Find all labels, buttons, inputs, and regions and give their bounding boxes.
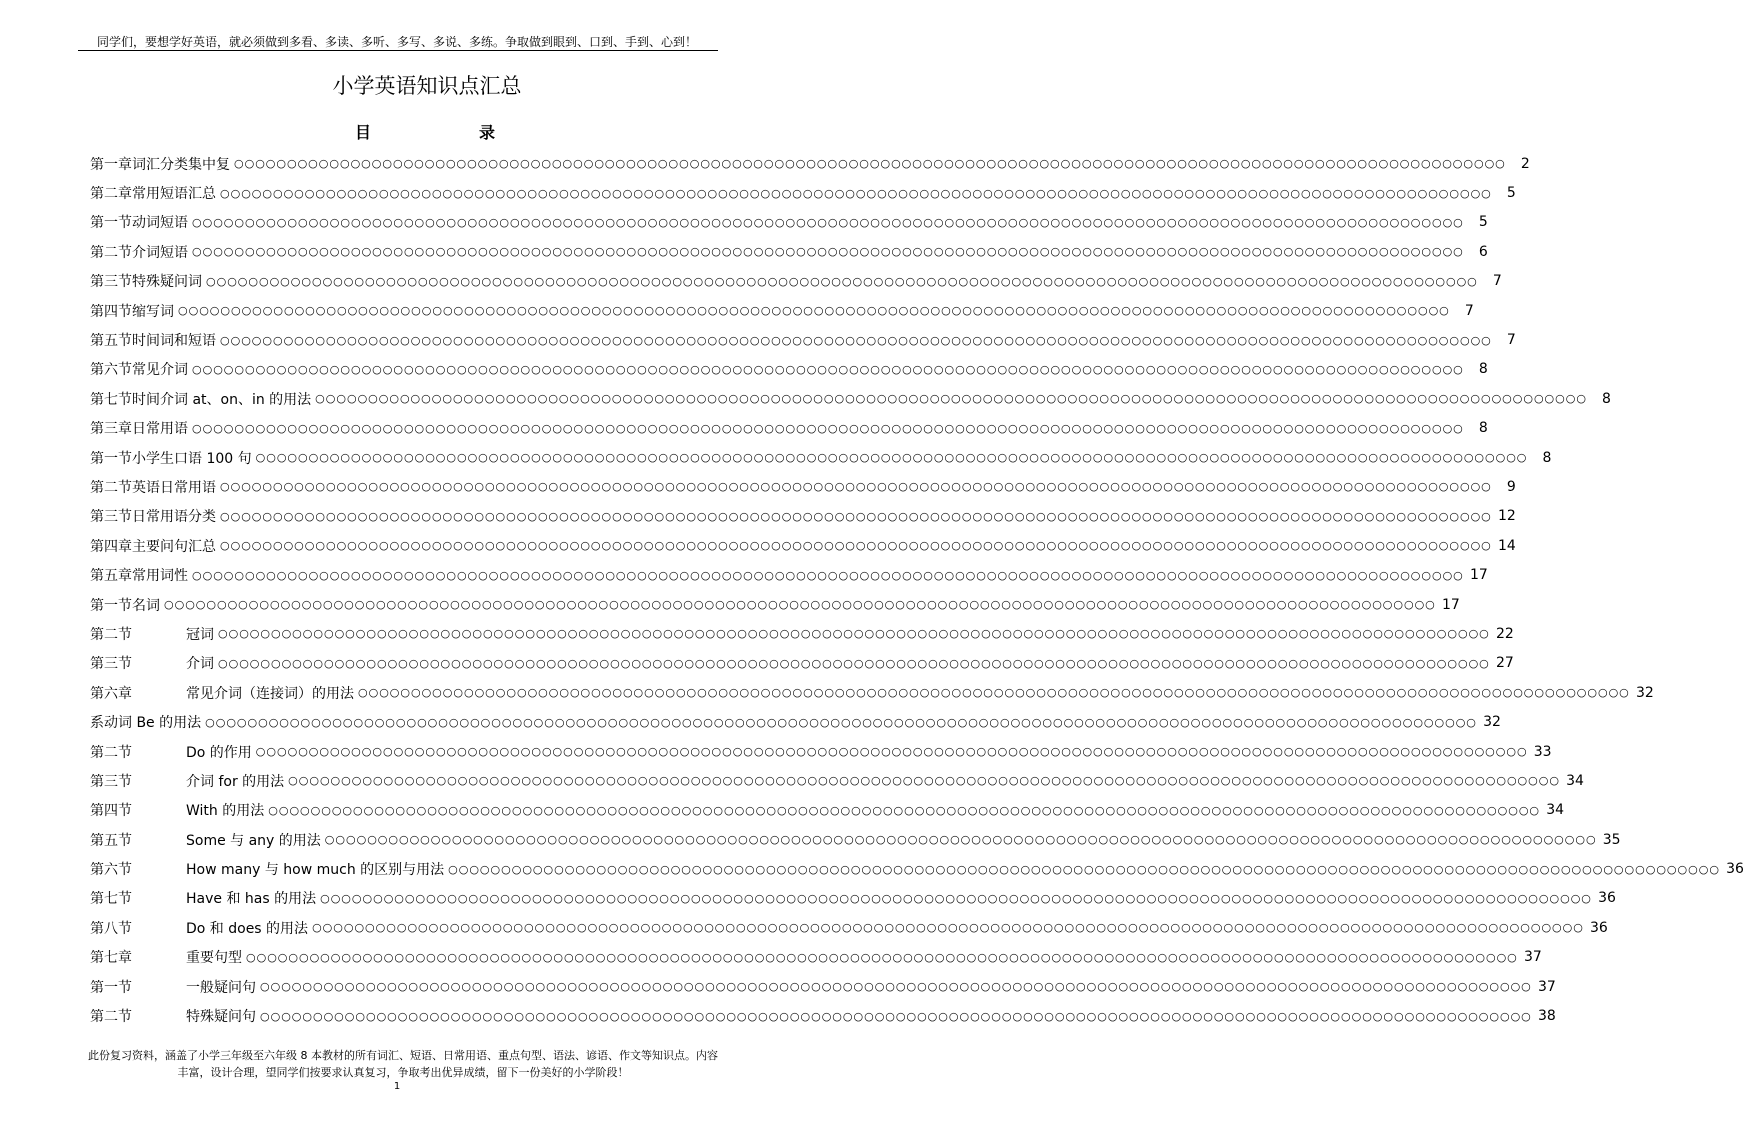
- toc-entry-section: 第一节名词: [90, 597, 160, 614]
- toc-entry-label: [90, 830, 321, 850]
- toc-heading: [355, 120, 495, 143]
- toc-entry-section: 第一节动词短语: [90, 215, 188, 232]
- toc-entry-label: [90, 683, 354, 703]
- toc-entry-page: 22: [1495, 625, 1514, 642]
- toc-entry-page: 8: [1478, 361, 1488, 378]
- toc-leader-dots: ○○○○○○○○○○○○○○○○○○○○○○○○○○○○○○○○○○○○○○○○○○○○○○○○○○○○○○○○○○○○○○○○○○○○○○○○○○○○○○○○○○○○○○○○○○○○○○○○○○○○○○○○○○○○○○○○○○○○○○○○: [246, 950, 1518, 964]
- toc-leader-dots: ○○○○○○○○○○○○○○○○○○○○○○○○○○○○○○○○○○○○○○○○○○○○○○○○○○○○○○○○○○○○○○○○○○○○○○○○○○○○○○○○○○○○○○○○○○○○○○○○○○○○○○○○○○○○○○○○○○○○○○○○: [320, 891, 1592, 905]
- toc-entry[interactable]: [90, 208, 1488, 237]
- toc-entry-label: [90, 183, 216, 203]
- toc-entry-label: [90, 800, 264, 820]
- toc-leader-dots: ○○○○○○○○○○○○○○○○○○○○○○○○○○○○○○○○○○○○○○○○○○○○○○○○○○○○○○○○○○○○○○○○○○○○○○○○○○○○○○○○○○○○○○○○○○○○○○○○○○○○○○○○○○○○○○○○○○○○○○○○: [192, 568, 1464, 582]
- toc-entry[interactable]: [90, 384, 1611, 413]
- toc-entry[interactable]: [90, 678, 1654, 707]
- toc-leader-dots: ○○○○○○○○○○○○○○○○○○○○○○○○○○○○○○○○○○○○○○○○○○○○○○○○○○○○○○○○○○○○○○○○○○○○○○○○○○○○○○○○○○○○○○○○○○○○○○○○○○○○○○○○○○○○○○○○○○○○○○○○: [220, 509, 1492, 523]
- toc-leader-dots: ○○○○○○○○○○○○○○○○○○○○○○○○○○○○○○○○○○○○○○○○○○○○○○○○○○○○○○○○○○○○○○○○○○○○○○○○○○○○○○○○○○○○○○○○○○○○○○○○○○○○○○○○○○○○○○○○○○○○○○○○: [448, 862, 1720, 876]
- toc-entry-section: 第八节: [90, 920, 132, 937]
- toc-entry-label: [90, 536, 216, 556]
- toc-entry-page: 5: [1478, 214, 1488, 231]
- toc-leader-dots: ○○○○○○○○○○○○○○○○○○○○○○○○○○○○○○○○○○○○○○○○○○○○○○○○○○○○○○○○○○○○○○○○○○○○○○○○○○○○○○○○○○○○○○○○○○○○○○○○○○○○○○○○○○○○○○○○○○○○○○○○: [255, 745, 1528, 758]
- header-rule: [78, 50, 718, 51]
- toc-entry-title: With 的用法: [186, 803, 265, 820]
- toc-entry[interactable]: [90, 913, 1608, 942]
- toc-entry-section: 第三节: [90, 773, 132, 790]
- toc-entry-page: 8: [1542, 449, 1552, 466]
- toc-entry-page: 5: [1506, 185, 1516, 202]
- toc-leader-dots: ○○○○○○○○○○○○○○○○○○○○○○○○○○○○○○○○○○○○○○○○○○○○○○○○○○○○○○○○○○○○○○○○○○○○○○○○○○○○○○○○○○○○○○○○○○○○○○○○○○○○○○○○○○○○○○○○○○○○○○○○: [288, 774, 1560, 788]
- toc-entry-page: 12: [1497, 508, 1516, 525]
- toc-entry[interactable]: [90, 149, 1530, 178]
- toc-entry-section: 第二节: [90, 744, 132, 761]
- toc-leader-dots: ○○○○○○○○○○○○○○○○○○○○○○○○○○○○○○○○○○○○○○○○○○○○○○○○○○○○○○○○○○○○○○○○○○○○○○○○○○○○○○○○○○○○○○○○○○○○○○○○○○○○○○○○○○○○○○○○○○○○○○○○: [220, 186, 1492, 200]
- toc-entry-page: 6: [1478, 243, 1488, 260]
- toc-entry[interactable]: [90, 355, 1488, 384]
- toc-entry-label: [90, 712, 201, 732]
- toc-leader-dots: ○○○○○○○○○○○○○○○○○○○○○○○○○○○○○○○○○○○○○○○○○○○○○○○○○○○○○○○○○○○○○○○○○○○○○○○○○○○○○○○○○○○○○○○○○○○○○○○○○○○○○○○○○○○○○○○○○○○○○○○○: [358, 686, 1630, 700]
- toc-entry[interactable]: [90, 649, 1514, 678]
- document-title: 小学英语知识点汇总: [332, 74, 522, 98]
- toc-entry-section: 第一节小学生口语 100 句: [90, 450, 252, 467]
- toc-entry-section: 第二节: [90, 1009, 132, 1026]
- toc-entry-title: Do 和 does 的用法: [186, 920, 309, 937]
- toc-entry[interactable]: [90, 237, 1488, 266]
- toc-entry-page: 17: [1469, 567, 1488, 584]
- toc-entry-label: [90, 742, 252, 762]
- toc-entry-page: 17: [1441, 596, 1460, 613]
- toc-entry-section: 第一章词汇分类集中复: [90, 156, 230, 173]
- toc-entry-label: [90, 624, 214, 644]
- toc-entry-page: 36: [1726, 861, 1744, 878]
- toc-entry-section: 第五节时间词和短语: [90, 333, 216, 350]
- toc-entry-section: 第六节: [90, 862, 132, 879]
- toc-entry-page: 38: [1537, 1008, 1556, 1025]
- toc-leader-dots: ○○○○○○○○○○○○○○○○○○○○○○○○○○○○○○○○○○○○○○○○○○○○○○○○○○○○○○○○○○○○○○○○○○○○○○○○○○○○○○○○○○○○○○○○○○○○○○○○○○○○○○○○○○○○○○○○○○○○○○○○: [260, 1009, 1532, 1023]
- toc-entry-label: [90, 330, 216, 350]
- toc-entry-section: 第二章常用短语汇总: [90, 186, 216, 203]
- toc-entry-title: Some 与 any 的用法: [186, 832, 321, 849]
- toc-entry-page: 7: [1464, 302, 1474, 319]
- toc-entry-section: 系动词 Be 的用法: [90, 715, 202, 732]
- toc-entry-page: 36: [1598, 890, 1616, 907]
- toc-entry[interactable]: [90, 737, 1552, 766]
- footer-note: 此份复习资料，涵盖了小学三年级至六年级 8 本教材的所有词汇、短语、日常用语、重点句型、语法、谚语、作文等知识点。内容丰富，设计合理，望同学们按要求认真复习，争取考出优异成绩，留下一份美好的小学阶段！: [88, 1049, 718, 1079]
- toc-entry-page: 27: [1495, 655, 1514, 672]
- header-note: 同学们，要想学好英语，就必须做到多看、多读、多听、多写、多说、多练。争取做到眼到、口到、手到、心到！: [96, 35, 697, 49]
- toc-entry[interactable]: [90, 619, 1514, 648]
- toc-entry[interactable]: [90, 502, 1516, 531]
- toc-entry-label: [90, 448, 252, 468]
- toc-leader-dots: ○○○○○○○○○○○○○○○○○○○○○○○○○○○○○○○○○○○○○○○○○○○○○○○○○○○○○○○○○○○○○○○○○○○○○○○○○○○○○○○○○○○○○○○○○○○○○○○○○○○○○○○○○○○○○○○○○○○○○○○○: [205, 715, 1477, 729]
- toc-entry-section: 第四节缩写词: [90, 303, 174, 320]
- toc-leader-dots: ○○○○○○○○○○○○○○○○○○○○○○○○○○○○○○○○○○○○○○○○○○○○○○○○○○○○○○○○○○○○○○○○○○○○○○○○○○○○○○○○○○○○○○○○○○○○○○○○○○○○○○○○○○○○○○○○○○○○○○○○: [218, 656, 1490, 670]
- toc-entry-label: [90, 242, 188, 262]
- toc-entry-section: 第六章: [90, 685, 132, 702]
- toc-leader-dots: ○○○○○○○○○○○○○○○○○○○○○○○○○○○○○○○○○○○○○○○○○○○○○○○○○○○○○○○○○○○○○○○○○○○○○○○○○○○○○○○○○○○○○○○○○○○○○○○○○○○○○○○○○○○○○○○○○○○○○○○○: [192, 215, 1464, 229]
- toc-entry-page: 33: [1533, 743, 1552, 760]
- toc-leader-dots: ○○○○○○○○○○○○○○○○○○○○○○○○○○○○○○○○○○○○○○○○○○○○○○○○○○○○○○○○○○○○○○○○○○○○○○○○○○○○○○○○○○○○○○○○○○○○○○○○○○○○○○○○○○○○○○○○○○○○○○○○: [192, 421, 1464, 435]
- page-number: 1: [393, 1081, 401, 1092]
- toc-entry-label: [90, 477, 216, 497]
- toc-entry-title: Have 和 has 的用法: [186, 891, 317, 908]
- toc-entry-section: 第五章常用词性: [90, 568, 188, 585]
- toc-entry-label: [90, 918, 308, 938]
- toc-entry-title: 介词: [186, 656, 214, 673]
- toc-entry-page: 37: [1523, 949, 1542, 966]
- toc-entry[interactable]: [90, 766, 1584, 795]
- toc-entry[interactable]: [90, 178, 1516, 207]
- toc-entry[interactable]: [90, 267, 1502, 296]
- toc-entry-section: 第六节常见介词: [90, 362, 188, 379]
- toc-entry-page: 7: [1506, 332, 1516, 349]
- toc-entry-label: [90, 301, 174, 321]
- toc-entry[interactable]: [90, 1001, 1556, 1030]
- toc-entry-section: 第三章日常用语: [90, 421, 188, 438]
- toc-entry[interactable]: [90, 531, 1516, 560]
- toc-leader-dots: ○○○○○○○○○○○○○○○○○○○○○○○○○○○○○○○○○○○○○○○○○○○○○○○○○○○○○○○○○○○○○○○○○○○○○○○○○○○○○○○○○○○○○○○○○○○○○○○○○○○○○○○○○○○○○○○○○○○○○○○○: [312, 921, 1584, 935]
- toc-entry-section: 第三节特殊疑问词: [90, 274, 202, 291]
- toc-leader-dots: ○○○○○○○○○○○○○○○○○○○○○○○○○○○○○○○○○○○○○○○○○○○○○○○○○○○○○○○○○○○○○○○○○○○○○○○○○○○○○○○○○○○○○○○○○○○○○○○○○○○○○○○○○○○○○○○○○○○○○○○○: [255, 451, 1528, 465]
- toc-entry-page: 37: [1537, 978, 1556, 995]
- toc-entry-section: 第四章主要问句汇总: [90, 538, 216, 555]
- toc-entry-section: 第七章: [90, 950, 132, 967]
- toc-entry-page: 34: [1566, 772, 1584, 789]
- toc-entry[interactable]: [90, 325, 1516, 354]
- toc-entry-label: [90, 859, 444, 879]
- toc-entry[interactable]: [90, 972, 1556, 1001]
- toc-leader-dots: ○○○○○○○○○○○○○○○○○○○○○○○○○○○○○○○○○○○○○○○○○○○○○○○○○○○○○○○○○○○○○○○○○○○○○○○○○○○○○○○○○○○○○○○○○○○○○○○○○○○○○○○○○○○○○○○○○○○○○○○○: [220, 480, 1492, 494]
- toc-entry-section: 第三节日常用语分类: [90, 509, 216, 526]
- toc-entry[interactable]: [90, 825, 1621, 854]
- toc-entry-title: 特殊疑问句: [186, 1009, 256, 1026]
- toc-heading-char-2: 录: [478, 123, 495, 142]
- toc-entry-label: [90, 154, 230, 174]
- toc-entry-label: [90, 212, 188, 232]
- toc-entry-section: 第二节: [90, 626, 132, 643]
- toc-heading-char-1: 目: [355, 123, 372, 142]
- toc-entry-page: 14: [1497, 537, 1516, 554]
- toc-leader-dots: ○○○○○○○○○○○○○○○○○○○○○○○○○○○○○○○○○○○○○○○○○○○○○○○○○○○○○○○○○○○○○○○○○○○○○○○○○○○○○○○○○○○○○○○○○○○○○○○○○○○○○○○○○○○○○○○○○○○○○○○○: [234, 157, 1506, 171]
- toc-entry-section: 第一节: [90, 979, 132, 996]
- toc-entry-section: 第五节: [90, 832, 132, 849]
- toc-entry-page: 34: [1546, 802, 1565, 819]
- toc-entry-title: 介词 for 的用法: [186, 773, 285, 790]
- toc-entry-page: 7: [1492, 273, 1502, 290]
- toc-leader-dots: ○○○○○○○○○○○○○○○○○○○○○○○○○○○○○○○○○○○○○○○○○○○○○○○○○○○○○○○○○○○○○○○○○○○○○○○○○○○○○○○○○○○○○○○○○○○○○○○○○○○○○○○○○○○○○○○○○○○○○○○○: [315, 392, 1587, 406]
- toc-entry[interactable]: [90, 560, 1488, 589]
- toc-entry-section: 第三节: [90, 656, 132, 673]
- toc-entry-section: 第二节介词短语: [90, 244, 188, 261]
- toc-entry-label: [90, 653, 214, 673]
- toc-entry[interactable]: [90, 796, 1565, 825]
- toc-entry-label: [90, 977, 256, 997]
- toc-leader-dots: ○○○○○○○○○○○○○○○○○○○○○○○○○○○○○○○○○○○○○○○○○○○○○○○○○○○○○○○○○○○○○○○○○○○○○○○○○○○○○○○○○○○○○○○○○○○○○○○○○○○○○○○○○○○○○○○○○○○○○○○○: [178, 304, 1450, 318]
- toc-entry-page: 9: [1506, 478, 1516, 495]
- toc-entry-page: 8: [1478, 420, 1488, 437]
- toc-entry-title: 一般疑问句: [186, 979, 256, 996]
- toc-entry-page: 35: [1602, 831, 1621, 848]
- toc-entry-page: 32: [1635, 684, 1654, 701]
- toc-entry-title: How many 与 how much 的区别与用法: [186, 862, 445, 879]
- toc-entry-section: 第二节英语日常用语: [90, 479, 216, 496]
- toc-leader-dots: ○○○○○○○○○○○○○○○○○○○○○○○○○○○○○○○○○○○○○○○○○○○○○○○○○○○○○○○○○○○○○○○○○○○○○○○○○○○○○○○○○○○○○○○○○○○○○○○○○○○○○○○○○○○○○○○○○○○○○○○○: [206, 274, 1478, 288]
- toc-entry[interactable]: [90, 707, 1501, 736]
- toc-leader-dots: ○○○○○○○○○○○○○○○○○○○○○○○○○○○○○○○○○○○○○○○○○○○○○○○○○○○○○○○○○○○○○○○○○○○○○○○○○○○○○○○○○○○○○○○○○○○○○○○○○○○○○○○○○○○○○○○○○○○○○○○○: [218, 627, 1490, 641]
- toc-leader-dots: ○○○○○○○○○○○○○○○○○○○○○○○○○○○○○○○○○○○○○○○○○○○○○○○○○○○○○○○○○○○○○○○○○○○○○○○○○○○○○○○○○○○○○○○○○○○○○○○○○○○○○○○○○○○○○○○○○○○○○○○○: [192, 245, 1464, 259]
- toc-leader-dots: ○○○○○○○○○○○○○○○○○○○○○○○○○○○○○○○○○○○○○○○○○○○○○○○○○○○○○○○○○○○○○○○○○○○○○○○○○○○○○○○○○○○○○○○○○○○○○○○○○○○○○○○○○○○○○○○○○○○○○○○○: [324, 833, 1597, 847]
- toc-leader-dots: ○○○○○○○○○○○○○○○○○○○○○○○○○○○○○○○○○○○○○○○○○○○○○○○○○○○○○○○○○○○○○○○○○○○○○○○○○○○○○○○○○○○○○○○○○○○○○○○○○○○○○○○○○○○○○○○○○○○○○○○○: [220, 333, 1492, 347]
- toc-entry-label: [90, 271, 202, 291]
- toc-entry[interactable]: [90, 943, 1542, 972]
- toc-entry-page: 8: [1602, 390, 1611, 407]
- toc-leader-dots: ○○○○○○○○○○○○○○○○○○○○○○○○○○○○○○○○○○○○○○○○○○○○○○○○○○○○○○○○○○○○○○○○○○○○○○○○○○○○○○○○○○○○○○○○○○○○○○○○○○○○○○○○○○○○○○○○○○○○○○○○: [260, 980, 1532, 994]
- toc-entry[interactable]: [90, 296, 1474, 325]
- toc-leader-dots: ○○○○○○○○○○○○○○○○○○○○○○○○○○○○○○○○○○○○○○○○○○○○○○○○○○○○○○○○○○○○○○○○○○○○○○○○○○○○○○○○○○○○○○○○○○○○○○○○○○○○○○○○○○○○○○○○○○○○○○○○: [164, 598, 1436, 612]
- toc-entry-label: [90, 1006, 256, 1026]
- toc-entry-title: 冠词: [186, 626, 214, 643]
- toc-entry-label: [90, 389, 311, 409]
- toc-leader-dots: ○○○○○○○○○○○○○○○○○○○○○○○○○○○○○○○○○○○○○○○○○○○○○○○○○○○○○○○○○○○○○○○○○○○○○○○○○○○○○○○○○○○○○○○○○○○○○○○○○○○○○○○○○○○○○○○○○○○○○○○○: [192, 362, 1464, 376]
- toc-entry-section: 第七节时间介词 at、on、in 的用法: [90, 391, 312, 408]
- toc-entry[interactable]: [90, 884, 1616, 913]
- toc-entry[interactable]: [90, 590, 1460, 619]
- toc-entry[interactable]: [90, 414, 1488, 443]
- toc-entry-label: [90, 418, 188, 438]
- table-of-contents: [90, 149, 1744, 1031]
- toc-leader-dots: ○○○○○○○○○○○○○○○○○○○○○○○○○○○○○○○○○○○○○○○○○○○○○○○○○○○○○○○○○○○○○○○○○○○○○○○○○○○○○○○○○○○○○○○○○○○○○○○○○○○○○○○○○○○○○○○○○○○○○○○○: [220, 539, 1492, 553]
- toc-entry-label: [90, 888, 316, 908]
- toc-entry[interactable]: [90, 854, 1744, 883]
- toc-entry-label: [90, 565, 188, 585]
- toc-entry[interactable]: [90, 472, 1516, 501]
- toc-leader-dots: ○○○○○○○○○○○○○○○○○○○○○○○○○○○○○○○○○○○○○○○○○○○○○○○○○○○○○○○○○○○○○○○○○○○○○○○○○○○○○○○○○○○○○○○○○○○○○○○○○○○○○○○○○○○○○○○○○○○○○○○○: [268, 803, 1541, 817]
- toc-entry-label: [90, 359, 188, 379]
- toc-entry-label: [90, 595, 160, 615]
- toc-entry-title: 常见介词（连接词）的用法: [186, 685, 354, 702]
- toc-entry-page: 32: [1483, 714, 1501, 731]
- toc-entry-label: [90, 771, 284, 791]
- toc-entry-title: 重要句型: [186, 950, 242, 967]
- toc-entry-label: [90, 947, 242, 967]
- toc-entry-title: Do 的作用: [186, 744, 252, 761]
- toc-entry-label: [90, 506, 216, 526]
- toc-entry[interactable]: [90, 443, 1552, 472]
- toc-entry-section: 第七节: [90, 891, 132, 908]
- toc-entry-section: 第四节: [90, 803, 132, 820]
- toc-entry-page: 2: [1520, 155, 1530, 172]
- toc-entry-page: 36: [1590, 919, 1608, 936]
